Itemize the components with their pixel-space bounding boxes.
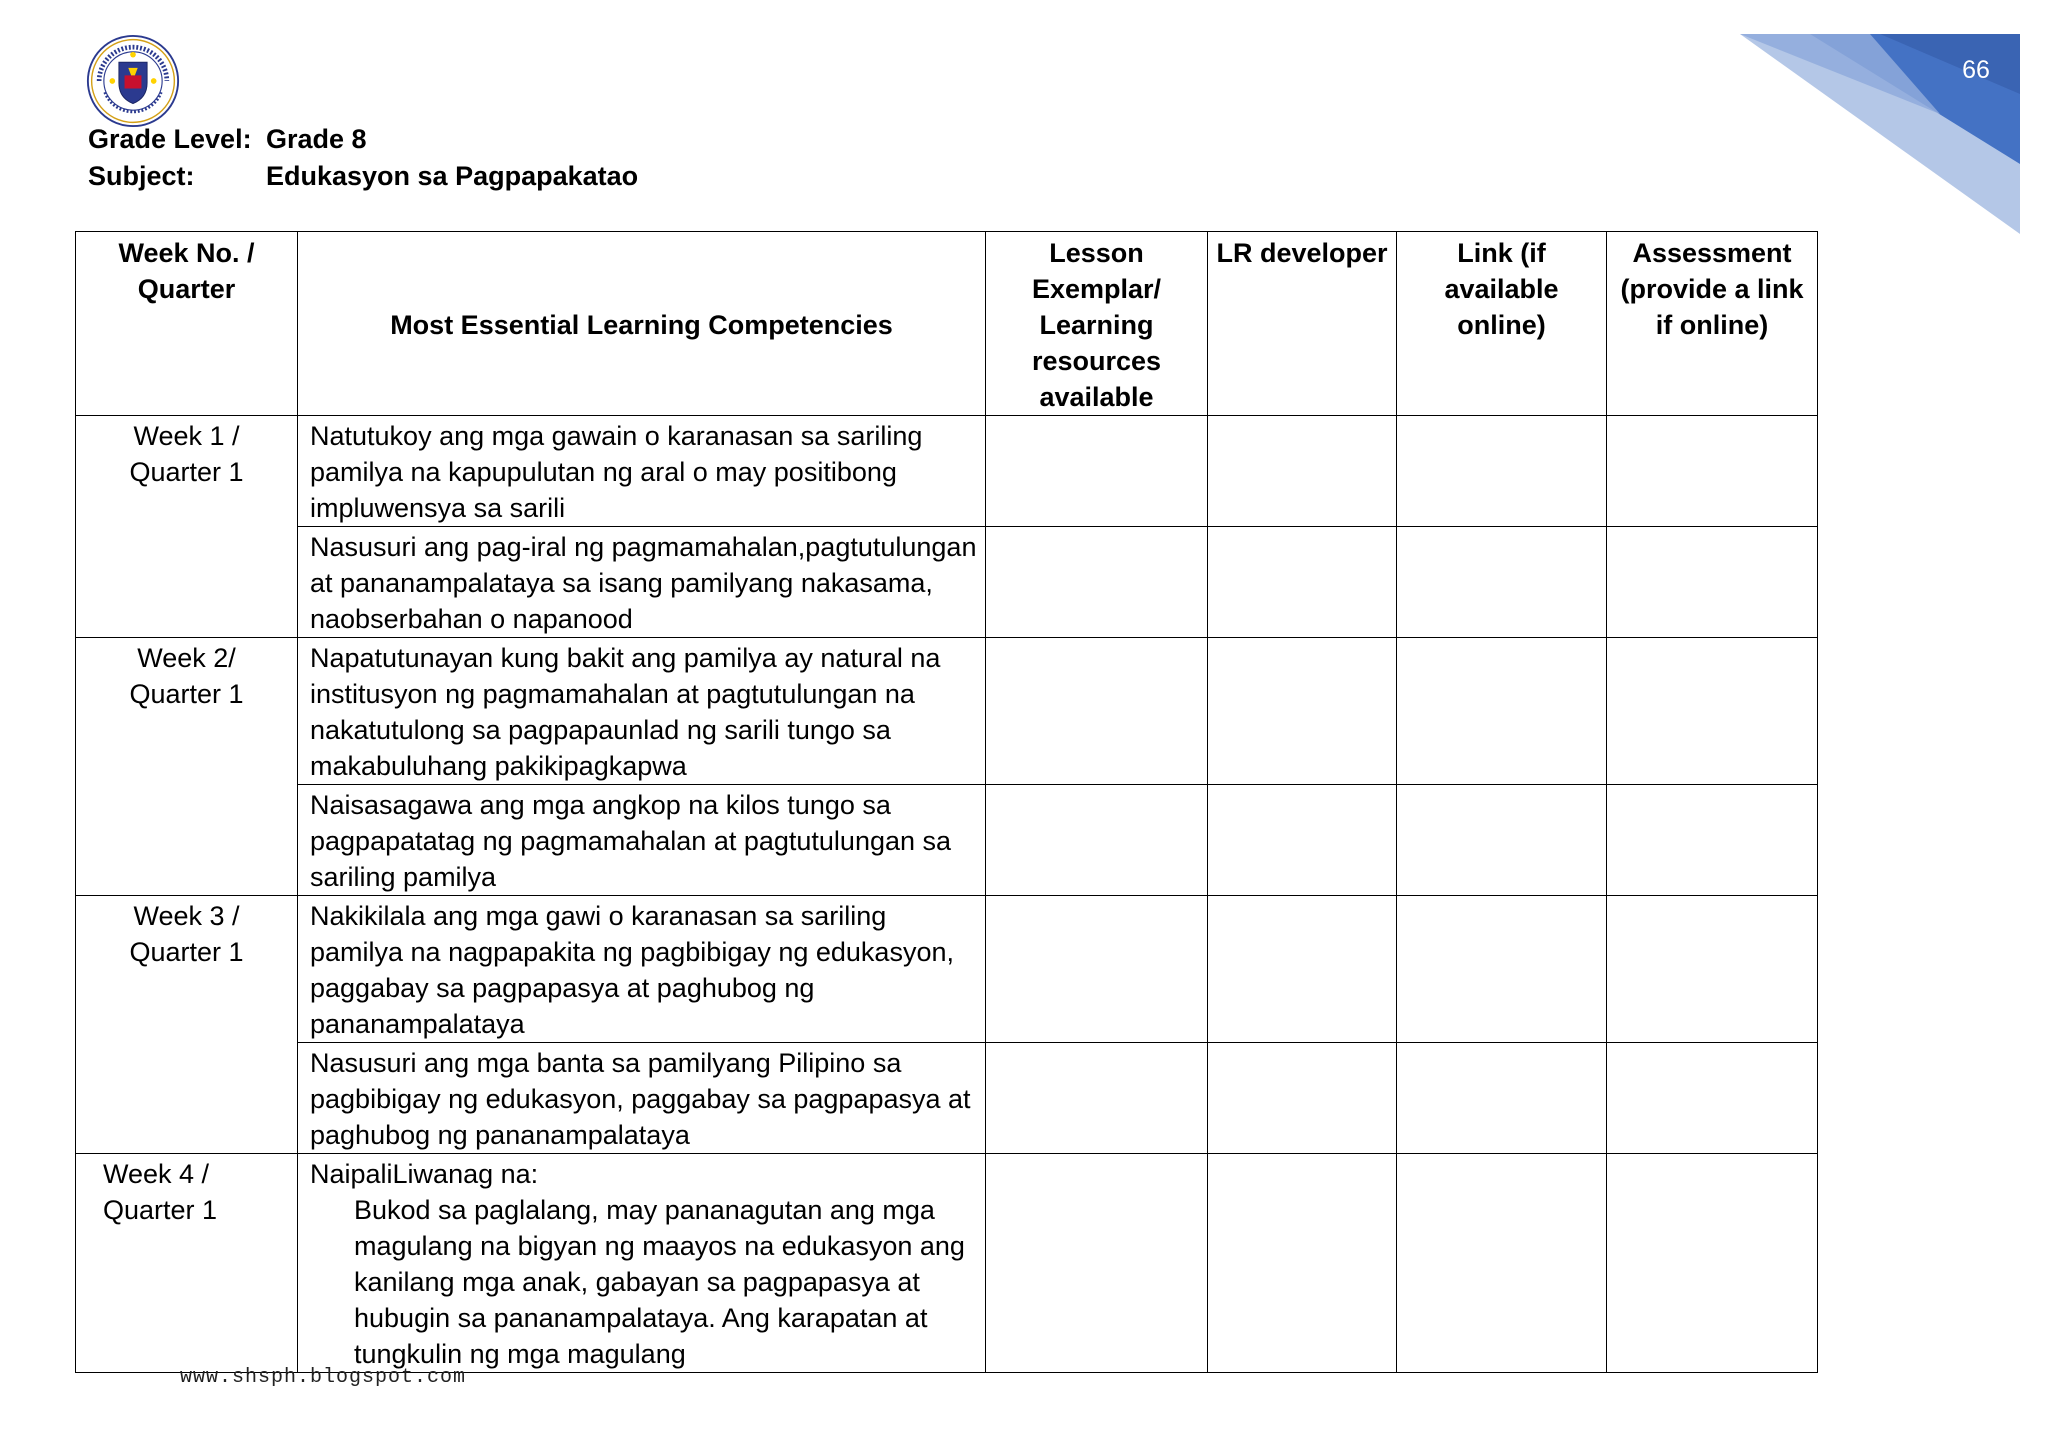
header-assessment: Assessment (provide a link if online): [1607, 232, 1818, 416]
subject-value: Edukasyon sa Pagpapakatao: [266, 161, 639, 191]
lesson-cell: [986, 416, 1208, 527]
subject-label: Subject:: [88, 161, 195, 191]
developer-cell: [1208, 638, 1397, 785]
table-row: [76, 785, 1818, 896]
lesson-cell: [986, 1154, 1208, 1373]
competency-cell: Nasusuri ang pag-iral ng pagmamahalan,pagtutulungan at pananampalataya sa isang pamilyang nakasama, naobserbahan o napanood: [298, 527, 986, 638]
lesson-cell: [986, 1043, 1208, 1154]
developer-cell: [1208, 527, 1397, 638]
quarter-label: Quarter 1: [129, 679, 244, 709]
subject-row: [88, 161, 638, 192]
table-header-row: [76, 232, 1818, 416]
quarter-label: Quarter 1: [103, 1195, 218, 1225]
table-row: [76, 896, 1818, 1043]
table-row: [76, 416, 1818, 527]
lesson-cell: [986, 638, 1208, 785]
assessment-cell: [1607, 896, 1818, 1043]
header-link: Link (if available online): [1397, 232, 1607, 416]
table-row: [76, 1154, 1818, 1373]
competency-cell: Nasusuri ang mga banta sa pamilyang Pilipino sa pagbibigay ng edukasyon, paggabay sa pagpapasya at paghubog ng pananampalataya: [298, 1043, 986, 1154]
developer-cell: [1208, 1043, 1397, 1154]
assessment-cell: [1607, 527, 1818, 638]
week-cell: [76, 896, 298, 1154]
competency-cell: Naisasagawa ang mga angkop na kilos tungo sa pagpapatatag ng pagmamahalan at pagtutulungan sa sariling pamilya: [298, 785, 986, 896]
competency-cell: [298, 1154, 986, 1373]
week-cell: [76, 638, 298, 896]
header-developer: LR developer: [1208, 232, 1397, 416]
competency-cell: Natutukoy ang mga gawain o karanasan sa sariling pamilya na kapupulutan ng aral o may positibong impluwensya sa sarili: [298, 416, 986, 527]
week-label: Week 2/: [137, 643, 236, 673]
competency-cell: Napatutunayan kung bakit ang pamilya ay natural na institusyon ng pagmamahalan at pagtutulungan na nakatutulong sa pagpapaunlad ng sarili tungo sa makabuluhang pakikipagkapwa: [298, 638, 986, 785]
week-label: Week 1 /: [133, 421, 240, 451]
melc-table: [75, 231, 1818, 1373]
assessment-cell: [1607, 416, 1818, 527]
week-cell: [76, 1154, 298, 1373]
developer-cell: [1208, 416, 1397, 527]
week-label: Week 3 /: [133, 901, 240, 931]
quarter-label: Quarter 1: [129, 937, 244, 967]
link-cell: [1397, 416, 1607, 527]
assessment-cell: [1607, 1154, 1818, 1373]
page-number: 66: [1962, 56, 1990, 84]
competency-cell: Nakikilala ang mga gawi o karanasan sa sariling pamilya na nagpapakita ng pagbibigay ng edukasyon, paggabay sa pagpapasya at paghubog ng pananampalataya: [298, 896, 986, 1043]
table-row: [76, 1043, 1818, 1154]
competency-body: Bukod sa paglalang, may pananagutan ang mga magulang na bigyan ng maayos na edukasyon ang kanilang mga anak, gabayan sa pagpapasya at hubugin sa pananampalataya. Ang karapatan at tungkulin ng mga magulang: [354, 1195, 965, 1369]
grade-level-row: [88, 124, 367, 155]
link-cell: [1397, 785, 1607, 896]
quarter-label: Quarter 1: [129, 457, 244, 487]
footer-url: www.shsph.blogspot.com: [180, 1366, 467, 1389]
lesson-cell: [986, 527, 1208, 638]
competency-intro: NaipaliLiwanag na:: [310, 1159, 539, 1189]
lesson-cell: [986, 896, 1208, 1043]
link-cell: [1397, 638, 1607, 785]
developer-cell: [1208, 1154, 1397, 1373]
developer-cell: [1208, 785, 1397, 896]
grade-level-label: Grade Level:: [88, 124, 252, 154]
week-cell: [76, 416, 298, 638]
assessment-cell: [1607, 638, 1818, 785]
lesson-cell: [986, 785, 1208, 896]
grade-level-value: Grade 8: [266, 124, 367, 154]
developer-cell: [1208, 896, 1397, 1043]
deped-seal-logo: [86, 34, 180, 128]
link-cell: [1397, 1154, 1607, 1373]
header-week: Week No. / Quarter: [76, 232, 298, 416]
table-row: [76, 638, 1818, 785]
assessment-cell: [1607, 785, 1818, 896]
week-label: Week 4 /: [103, 1159, 210, 1189]
header-competency: Most Essential Learning Competencies: [298, 232, 986, 416]
link-cell: [1397, 896, 1607, 1043]
link-cell: [1397, 527, 1607, 638]
assessment-cell: [1607, 1043, 1818, 1154]
table-row: [76, 527, 1818, 638]
header-lesson: Lesson Exemplar/ Learning resources available: [986, 232, 1208, 416]
link-cell: [1397, 1043, 1607, 1154]
